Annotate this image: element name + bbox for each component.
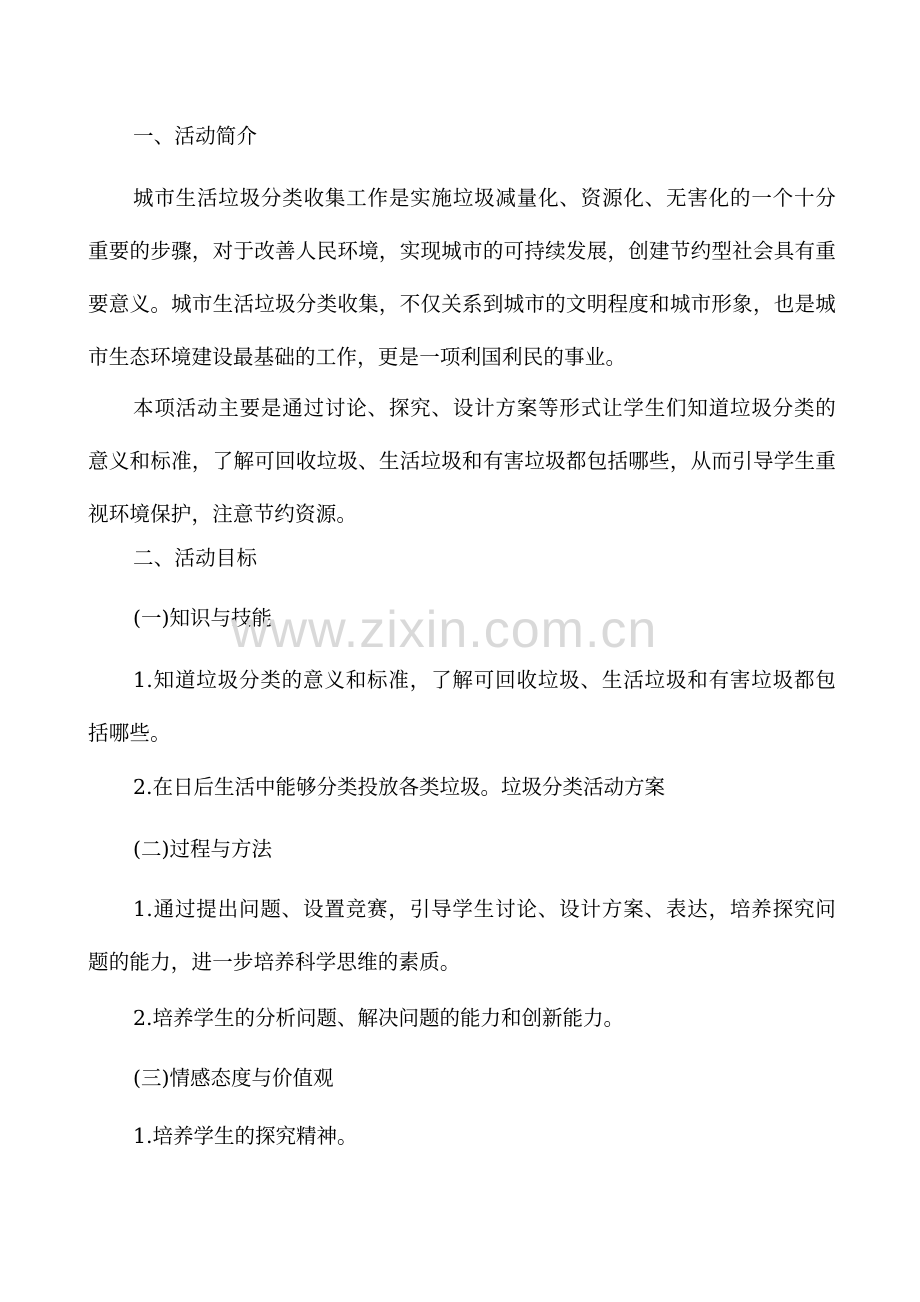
list-item-knowledge-2: 2.在日后生活中能够分类投放各类垃圾。垃圾分类活动方案 <box>133 775 666 799</box>
list-item-knowledge-1: 1.知道垃圾分类的意义和标准，了解可回收垃圾、生活垃圾和有害垃圾都包括哪些。 <box>88 668 836 745</box>
subsection-heading-attitude: (三)情感态度与价值观 <box>133 1066 334 1090</box>
section-heading-introduction: 一、活动简介 <box>133 124 258 148</box>
section-heading-goals: 二、活动目标 <box>133 546 258 570</box>
list-item-process-1: 1.通过提出问题、设置竞赛，引导学生讨论、设计方案、表达，培养探究问题的能力，进一步培养科学思维的素质。 <box>88 897 836 974</box>
paragraph-introduction-1: 城市生活垃圾分类收集工作是实施垃圾减量化、资源化、无害化的一个十分重要的步骤，对于改善人民环境，实现城市的可持续发展，创建节约型社会具有重要意义。城市生活垃圾分类收集，不仅关系到城市的文明程度和城市形象，也是城市生态环境建设最基础的工作，更是一项利国利民的事业。 <box>88 186 836 369</box>
list-item-attitude-1: 1.培养学生的探究精神。 <box>133 1124 358 1148</box>
list-item-process-2: 2.培养学生的分析问题、解决问题的能力和创新能力。 <box>133 1006 625 1030</box>
paragraph-introduction-2: 本项活动主要是通过讨论、探究、设计方案等形式让学生们知道垃圾分类的意义和标准，了解可回收垃圾、生活垃圾和有害垃圾都包括哪些，从而引导学生重视环境保护，注意节约资源。 <box>88 396 836 526</box>
watermark: www.zixin.com.cn <box>231 601 658 659</box>
subsection-heading-process: (二)过程与方法 <box>133 837 272 861</box>
subsection-heading-knowledge: (一)知识与技能 <box>133 606 272 630</box>
